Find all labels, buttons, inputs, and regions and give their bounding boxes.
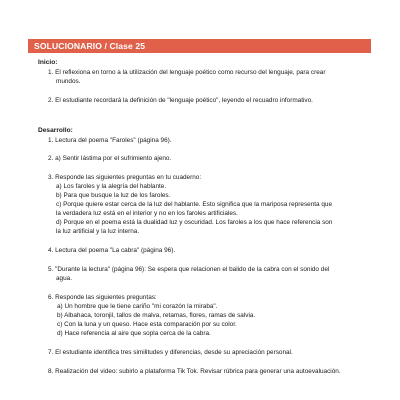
desarrollo-item-6a: a) Un hombre que le tiene cariño "mi corazón la miraba". — [57, 303, 218, 310]
section-title-inicio: Inicio: — [38, 59, 58, 66]
desarrollo-item-4: 4. Lectura del poema "La cabra" (página 96). — [48, 247, 176, 254]
inicio-item-1-cont: mundos. — [56, 78, 81, 85]
desarrollo-item-1: 1. Lectura del poema "Faroles" (página 96). — [48, 137, 172, 144]
desarrollo-item-6d: d) Hace referencia al aire que sopla cerca de la cabra. — [57, 330, 211, 337]
desarrollo-item-3c-cont: la verdadera luz está en el interior y no en los faroles artificiales. — [56, 210, 238, 217]
desarrollo-item-5-cont: agua. — [56, 275, 72, 282]
desarrollo-item-3d: d) Porque en el poema está la dualidad luz y oscuridad. Los faroles a los que hace referencia son — [56, 219, 333, 226]
desarrollo-item-5: 5. "Durante la lectura" (página 96): Se espera que relacionen el balido de la cabra con el sonido del — [48, 266, 330, 273]
page-title: SOLUCIONARIO / Clase 25 — [34, 41, 146, 51]
desarrollo-item-7: 7. El estudiante identifica tres similitudes y diferencias, desde su apreciación personal. — [48, 349, 293, 356]
desarrollo-item-3: 3. Responde las siguientes preguntas en tu cuaderno: — [48, 174, 202, 181]
inicio-item-2: 2. El estudiante recordará la definición de "lenguaje poético", leyendo el recuadro informativo. — [48, 97, 313, 104]
desarrollo-item-3d-cont: la luz artificial y la luz interna. — [56, 228, 140, 235]
desarrollo-item-6: 6. Responde las siguientes preguntas: — [48, 294, 157, 301]
header-band — [28, 39, 371, 53]
desarrollo-item-3c: c) Porque quiere estar cerca de la luz del hablante. Esto significa que la mariposa representa que — [56, 201, 333, 208]
desarrollo-item-3b: b) Para que busque la luz de los faroles. — [56, 192, 171, 199]
desarrollo-item-3a: a) Los faroles y la alegría del hablante. — [56, 183, 167, 190]
desarrollo-item-6b: b) Albahaca, toronjil, tallos de malva, retamas, flores, ramas de salvia. — [57, 312, 256, 319]
inicio-item-1: 1. El reflexiona en torno a la utilización del lenguaje poético como recurso del lenguaje, para crear — [48, 69, 326, 76]
desarrollo-item-2: 2. a) Sentir lástima por el sufrimiento ajeno. — [48, 155, 172, 162]
section-title-desarrollo: Desarrollo: — [38, 127, 73, 134]
desarrollo-item-8: 8. Realización del video: subirlo a plataforma Tik Tok. Revisar rúbrica para generar una autoevaluación. — [48, 368, 341, 375]
desarrollo-item-6c: c) Con la luna y un queso. Hace esta comparación por su color. — [57, 321, 237, 328]
